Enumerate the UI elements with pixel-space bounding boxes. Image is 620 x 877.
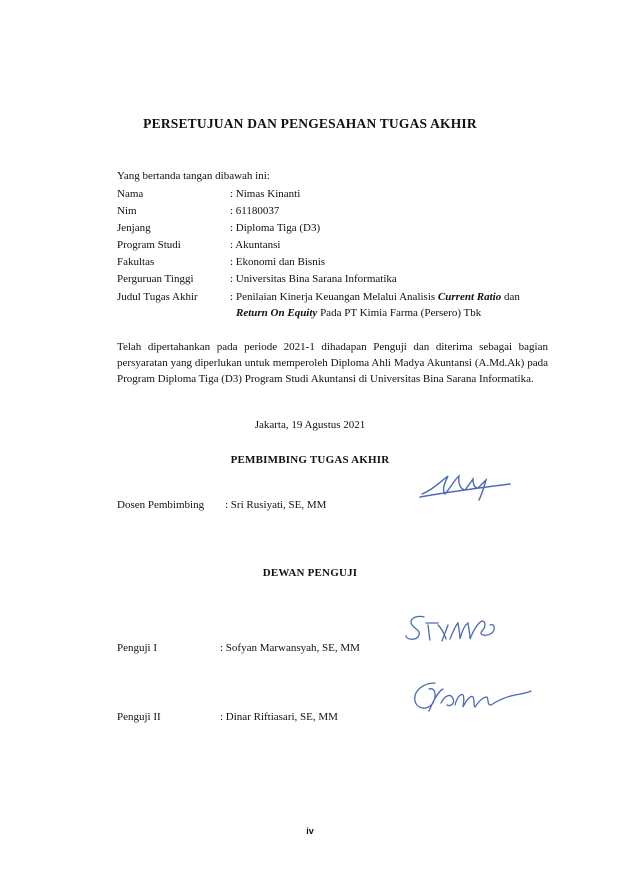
- examiner-1-signature: [402, 611, 518, 649]
- supervisor-signature: [418, 470, 514, 504]
- page-title: PERSETUJUAN DAN PENGESAHAN TUGAS AKHIR: [143, 116, 477, 131]
- supervisor-heading: PEMBIMBING TUGAS AKHIR: [230, 454, 390, 466]
- intro-text: Yang bertanda tangan dibawah ini:: [117, 170, 270, 182]
- supervisor-name: : Sri Rusiyati, SE, MM: [225, 499, 327, 511]
- field-label: Nim: [117, 205, 137, 217]
- thesis-title: [236, 289, 526, 321]
- thesis-text: Pada PT Kimia Farma (Persero) Tbk: [317, 307, 482, 319]
- examiner-2-signature: [405, 677, 533, 717]
- field-value: : Diploma Tiga (D3): [230, 222, 321, 234]
- field-value: : Ekonomi dan Bisnis: [230, 256, 326, 268]
- place-date: Jakarta, 19 Agustus 2021: [254, 419, 366, 431]
- field-label: Jenjang: [117, 222, 151, 234]
- page-number: iv: [306, 826, 314, 836]
- field-value: : Universitas Bina Sarana Informatika: [230, 273, 397, 285]
- examiner-label: Penguji II: [117, 711, 161, 723]
- examiner-2-row: [117, 711, 338, 723]
- field-label: Fakultas: [117, 256, 155, 268]
- examiner-1-row: [117, 642, 360, 654]
- thesis-text: Penilaian Kinerja Keuangan Melalui Analisis: [236, 291, 438, 303]
- field-label: Perguruan Tinggi: [117, 273, 194, 285]
- thesis-text: dan: [501, 291, 520, 303]
- field-label: Nama: [117, 188, 144, 200]
- examiner-label: Penguji I: [117, 642, 158, 654]
- supervisor-label: Dosen Pembimbing: [117, 499, 205, 511]
- examiner-name: : Sofyan Marwansyah, SE, MM: [220, 642, 360, 654]
- examiner-name: : Dinar Riftiasari, SE, MM: [220, 711, 338, 723]
- field-value: : Nimas Kinanti: [230, 188, 301, 200]
- field-value: : Akuntansi: [230, 239, 281, 251]
- field-value: : 61180037: [230, 205, 280, 217]
- thesis-italic-term: Current Ratio: [437, 291, 502, 303]
- thesis-colon: :: [230, 291, 234, 303]
- examiner-heading: DEWAN PENGUJI: [262, 567, 358, 579]
- thesis-label: Judul Tugas Akhir: [117, 291, 198, 303]
- supervisor-row: [117, 499, 327, 511]
- field-label: Program Studi: [117, 239, 181, 251]
- statement-paragraph: Telah dipertahankan pada periode 2021-1 dihadapan Penguji dan diterima sebagai bagian persyaratan yang diperlukan untuk memperoleh Diploma Ahli Madya Akuntansi (A.Md.Ak) pada Program Diploma Tiga (D3) Program Studi Akuntansi di Universitas Bina Sarana Informatika.: [117, 341, 548, 386]
- thesis-italic-term: Return On Equity: [236, 307, 318, 319]
